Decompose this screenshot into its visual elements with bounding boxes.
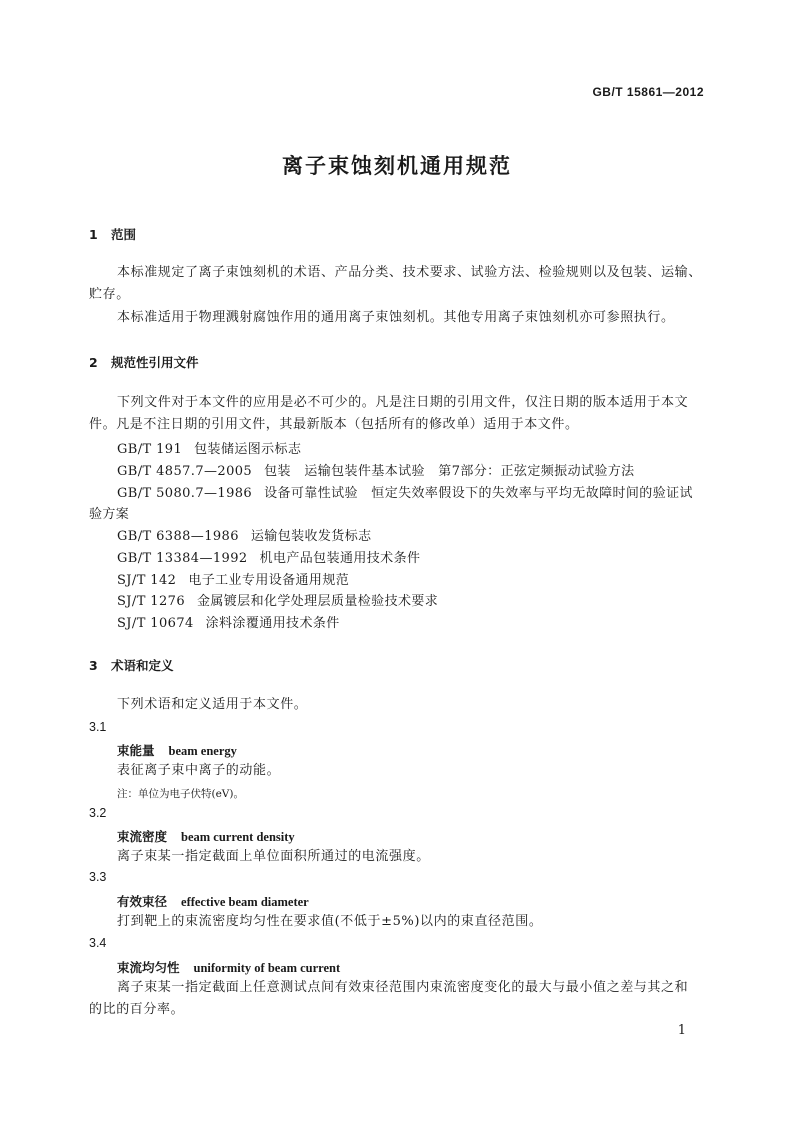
reference-item bbox=[117, 525, 372, 544]
term-english: uniformity of beam current bbox=[193, 961, 341, 975]
page-number: 1 bbox=[677, 1023, 686, 1038]
reference-title: 包装储运图示标志 bbox=[194, 442, 302, 457]
term-chinese: 束能量 bbox=[117, 743, 155, 758]
reference-item bbox=[117, 547, 420, 566]
reference-title-continuation: 验方案 bbox=[89, 507, 130, 522]
term-note: 注：单位为电子伏特(eV)。 bbox=[117, 788, 244, 800]
reference-item bbox=[117, 438, 301, 457]
term-english: effective beam diameter bbox=[181, 895, 309, 909]
term-entry bbox=[117, 892, 309, 910]
term-chinese: 有效束径 bbox=[117, 894, 168, 909]
term-entry bbox=[117, 827, 295, 845]
term-number: 3.1 bbox=[89, 720, 107, 734]
reference-item bbox=[117, 460, 635, 479]
reference-code: GB/T 191 bbox=[117, 442, 183, 457]
section-1-heading bbox=[89, 225, 136, 243]
term-definition: 表征离子束中离子的动能。 bbox=[117, 763, 281, 778]
reference-code: SJ/T 1276 bbox=[117, 594, 185, 609]
term-chinese: 束流均匀性 bbox=[117, 960, 180, 975]
reference-item bbox=[117, 569, 349, 588]
document-title: 离子束蚀刻机通用规范 bbox=[282, 154, 512, 178]
term-entry bbox=[117, 958, 340, 976]
term-definition: 离子束某一指定截面上任意测试点间有效束径范围内束流密度变化的最大与最小值之差与其之和 bbox=[117, 980, 689, 995]
reference-item bbox=[117, 612, 340, 631]
reference-title: 包装 运输包装件基本试验 第7部分：正弦定频振动试验方法 bbox=[264, 464, 635, 479]
reference-code: SJ/T 142 bbox=[117, 573, 177, 588]
section-title: 规范性引用文件 bbox=[111, 355, 199, 370]
section-2-heading bbox=[89, 353, 199, 371]
term-english: beam energy bbox=[168, 744, 237, 758]
reference-code: GB/T 4857.7—2005 bbox=[117, 464, 253, 479]
paragraph-continuation: 件。凡是不注日期的引用文件，其最新版本（包括所有的修改单）适用于本文件。 bbox=[89, 417, 579, 432]
term-number: 3.2 bbox=[89, 806, 107, 820]
section-number: 1 bbox=[89, 227, 98, 242]
paragraph: 下列文件对于本文件的应用是必不可少的。凡是注日期的引用文件，仅注日期的版本适用于本文 bbox=[117, 395, 689, 410]
paragraph: 本标准适用于物理溅射腐蚀作用的通用离子束蚀刻机。其他专用离子束蚀刻机亦可参照执行。 bbox=[117, 310, 675, 325]
term-english: beam current density bbox=[181, 830, 295, 844]
reference-title: 机电产品包装通用技术条件 bbox=[259, 551, 421, 566]
term-definition: 离子束某一指定截面上单位面积所通过的电流强度。 bbox=[117, 849, 430, 864]
standard-code: GB/T 15861—2012 bbox=[592, 85, 704, 99]
paragraph-continuation: 贮存。 bbox=[89, 287, 130, 302]
reference-code: GB/T 5080.7—1986 bbox=[117, 486, 253, 501]
reference-code: GB/T 13384—1992 bbox=[117, 551, 248, 566]
section-3-heading bbox=[89, 656, 174, 674]
reference-title: 运输包装收发货标志 bbox=[250, 529, 372, 544]
reference-code: SJ/T 10674 bbox=[117, 616, 194, 631]
term-number: 3.3 bbox=[89, 870, 107, 884]
reference-title: 涂料涂覆通用技术条件 bbox=[205, 616, 340, 631]
reference-title: 设备可靠性试验 恒定失效率假设下的失效率与平均无故障时间的验证试 bbox=[264, 486, 693, 501]
reference-item bbox=[117, 482, 693, 501]
term-definition: 打到靶上的束流密度均匀性在要求值(不低于±5%)以内的束直径范围。 bbox=[117, 914, 543, 929]
paragraph: 下列术语和定义适用于本文件。 bbox=[117, 697, 308, 712]
reference-code: GB/T 6388—1986 bbox=[117, 529, 239, 544]
section-title: 术语和定义 bbox=[111, 658, 174, 673]
paragraph: 本标准规定了离子束蚀刻机的术语、产品分类、技术要求、试验方法、检验规则以及包装、运输、 bbox=[117, 265, 702, 280]
term-definition-continuation: 的比的百分率。 bbox=[89, 1002, 185, 1017]
section-title: 范围 bbox=[111, 227, 137, 242]
reference-item bbox=[117, 590, 438, 609]
term-number: 3.4 bbox=[89, 936, 107, 950]
section-number: 2 bbox=[89, 355, 98, 370]
section-number: 3 bbox=[89, 658, 98, 673]
term-chinese: 束流密度 bbox=[117, 829, 168, 844]
term-entry bbox=[117, 741, 237, 759]
reference-title: 金属镀层和化学处理层质量检验技术要求 bbox=[196, 594, 439, 609]
reference-title: 电子工业专用设备通用规范 bbox=[188, 573, 350, 588]
